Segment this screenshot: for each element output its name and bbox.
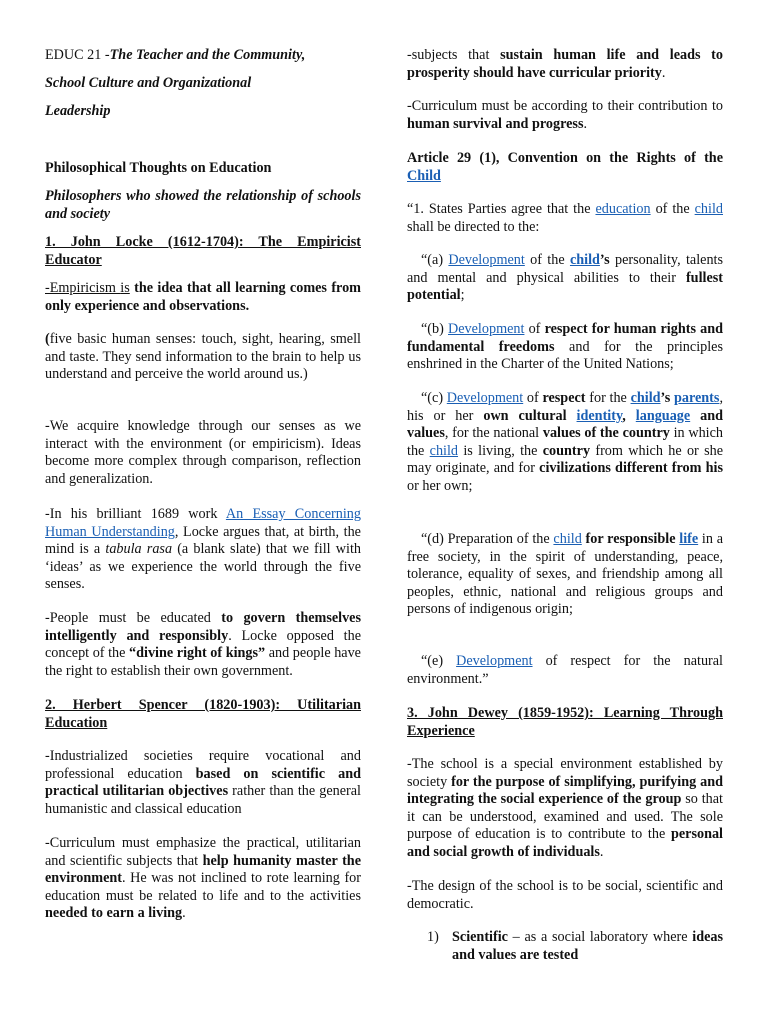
contribution-paragraph: -Curriculum must be according to their contribution to human survival and progress. (407, 98, 723, 132)
clause-c-paragraph: “(c) Development of respect for the child’s parents, his or her own cultural identity, language and values, for the national values of the country in which the child is living, the country from which he or she may originate, and for civilizations different from his or her own; (407, 390, 724, 494)
clause-a-paragraph: “(a) Development of the child’s personality, talents and mental and physical abilities to their fullest potential; (407, 252, 724, 304)
school-design-paragraph: -The design of the school is to be social, scientific and democratic. (407, 878, 723, 912)
development-link[interactable]: Development (448, 321, 525, 337)
spencer-heading: 2. Herbert Spencer (1820-1903): Utilitarian Education (45, 697, 361, 731)
essay-link[interactable]: An Essay Concerning Human Understanding (45, 506, 361, 540)
life-link[interactable]: life (679, 531, 699, 547)
course-header-line-2: School Culture and Organizational (45, 75, 252, 91)
education-link[interactable]: education (595, 201, 651, 217)
child-link[interactable]: child (569, 252, 600, 268)
child-link[interactable]: child (630, 390, 661, 406)
curriculum-paragraph: -Curriculum must emphasize the practical, utilitarian and scientific subjects that help humanity master the environment. He was not inclined to rote learning for education must be related to life and to the activities needed to earn a living. (45, 835, 361, 922)
states-parties-paragraph: “1. States Parties agree that the education of the child shall be directed to the: (407, 201, 723, 235)
identity-link[interactable]: identity (576, 407, 623, 424)
child-link[interactable]: Child (407, 167, 441, 184)
acquire-paragraph: -We acquire knowledge through our senses as we interact with the environment (or empiricism). Ideas become more complex through comparison, reflection and generalization. (45, 418, 361, 487)
article-title: Article 29 (1), Convention on the Rights of the Child (407, 150, 723, 184)
course-header-line-1: EDUC 21 -The Teacher and the Community, (45, 47, 306, 63)
govern-paragraph: -People must be educated to govern themselves intelligently and responsibly. Locke opposed the concept of the “divine right of kings” and people have the right to establish their own government. (45, 610, 361, 679)
child-link[interactable]: child (694, 201, 723, 217)
senses-paragraph: (five basic human senses: touch, sight, hearing, smell and taste. They send information to the brain to help us understand and perceive the world around us.) (45, 331, 361, 383)
development-link[interactable]: Development (446, 390, 524, 406)
subjects-paragraph: -subjects that sustain human life and leads to prosperity should have curricular priority. (407, 47, 723, 81)
parents-link[interactable]: parents (673, 390, 720, 406)
section-subtitle: Philosophers who showed the relationship of schools and society (45, 188, 361, 222)
dewey-heading: 3. John Dewey (1859-1952): Learning Through Experience (407, 705, 723, 739)
child-link[interactable]: child (429, 442, 459, 459)
development-link[interactable]: Development (448, 252, 525, 268)
section-title: Philosophical Thoughts on Education (45, 160, 272, 176)
clause-d-paragraph: “(d) Preparation of the child for responsible life in a free society, in the spirit of understanding, peace, tolerance, equality of sexes, and friendship among all peoples, ethnic, national and religious groups and persons of indigenous origin; (407, 531, 723, 618)
course-header-line-3: Leadership (45, 103, 111, 119)
empiricism-paragraph: -Empiricism is the idea that all learning comes from only experience and observations. (45, 280, 361, 314)
clause-b-paragraph: “(b) Development of respect for human rights and fundamental freedoms and for the principles enshrined in the Charter of the United Nations; (407, 321, 724, 373)
language-link[interactable]: language (635, 407, 691, 424)
clause-e-paragraph: “(e) Development of respect for the natural environment.” (407, 653, 723, 687)
school-environment-paragraph: -The school is a special environment established by society for the purpose of simplifying, purifying and integrating the social experience of the group so that it can be understood, examined and used. The sole purpose of education is to contribute to the personal and social growth of individuals. (407, 756, 723, 860)
list-item-number: 1) (427, 929, 439, 945)
list-item-text: Scientific – as a social laboratory where ideas and values are tested (452, 929, 723, 963)
development-link[interactable]: Development (456, 653, 533, 669)
list-item (407, 929, 723, 969)
locke-heading: 1. John Locke (1612-1704): The Empiricist Educator (45, 234, 361, 268)
industrialized-paragraph: -Industrialized societies require vocational and professional education based on scientific and practical utilitarian objectives rather than the general humanistic and classical education (45, 748, 361, 817)
essay-paragraph: -In his brilliant 1689 work An Essay Concerning Human Understanding, Locke argues that, at birth, the mind is a tabula rasa (a blank slate) that we fill with ‘ideas’ as we experience the world through the five senses. (45, 506, 361, 593)
child-link[interactable]: child (553, 531, 582, 547)
